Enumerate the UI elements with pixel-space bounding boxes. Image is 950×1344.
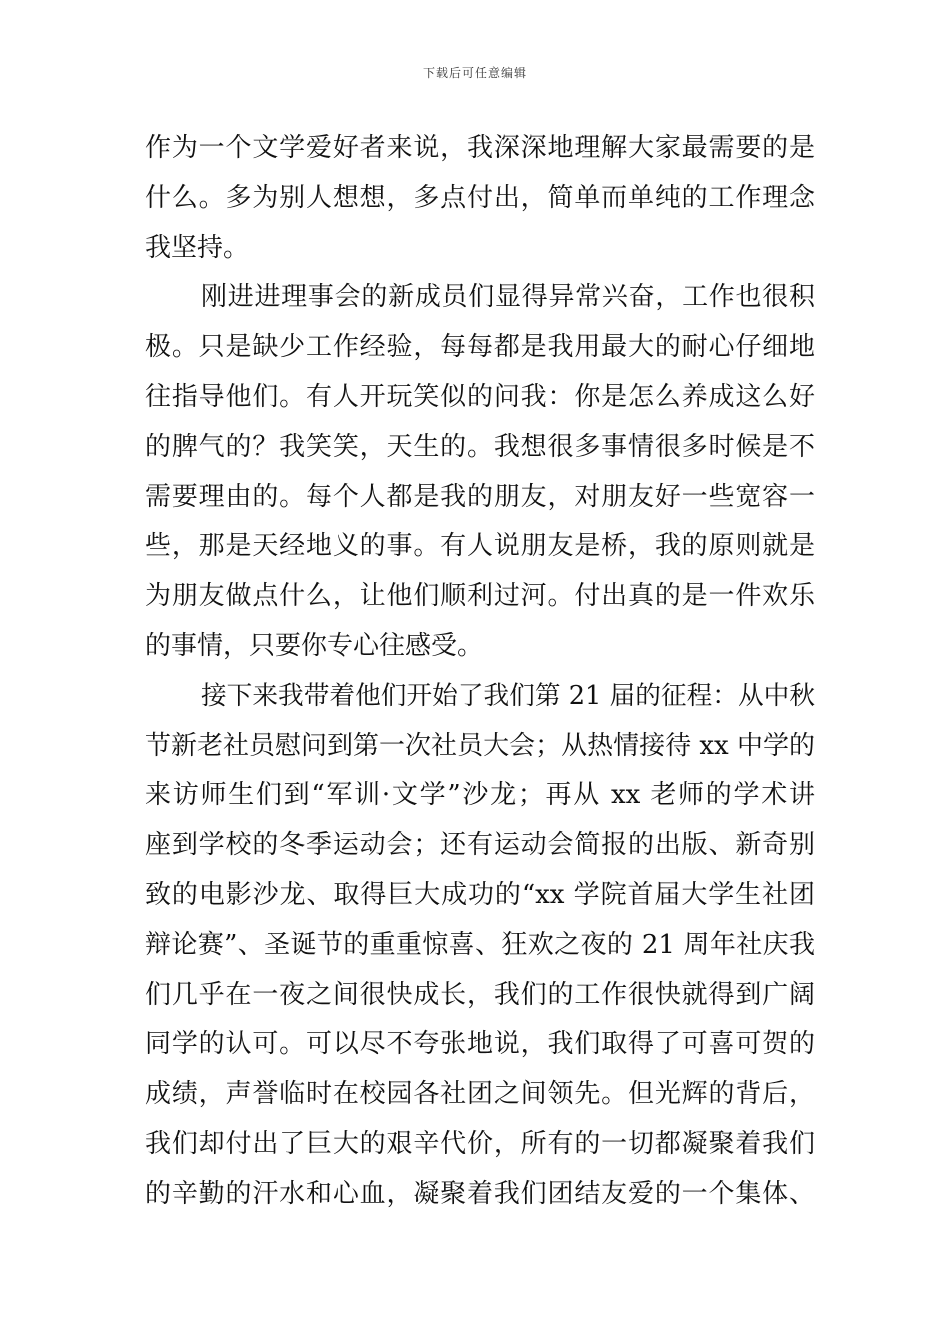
page-header: 下载后可任意编辑 (422, 66, 527, 80)
paragraph-2-line-4: 的脾气的？我笑笑，天生的。我想很多事情很多时候是不 (145, 431, 815, 462)
paragraph-2-line-2: 极。只是缺少工作经验，每每都是我用最大的耐心仔细地 (145, 332, 815, 363)
paragraph-3-line-2: 节新老社员慰问到第一次社员大会；从热情接待 xx 中学的 (145, 730, 815, 761)
paragraph-2-line-8: 的事情，只要你专心往感受。 (145, 630, 484, 661)
paragraph-1-line-1: 作为一个文学爱好者来说，我深深地理解大家最需要的是 (145, 133, 815, 163)
document-body (145, 124, 815, 1220)
paragraph-2-line-1: 刚进进理事会的新成员们显得异常兴奋，工作也很积 (201, 282, 815, 313)
paragraph-2-line-3: 往指导他们。有人开玩笑似的问我：你是怎么养成这么好 (145, 381, 815, 412)
paragraph-1-line-2: 什么。多为别人想想，多点付出，简单而单纯的工作理念 (145, 182, 815, 213)
paragraph-3-line-10: 我们却付出了巨大的艰辛代价，所有的一切都凝聚着我们 (145, 1128, 815, 1159)
paragraph-1-line-3: 我坚持。 (145, 232, 250, 263)
paragraph-3-line-3: 来访师生们到“军训·文学”沙龙；再从 xx 老师的学术讲 (145, 780, 815, 811)
paragraph-3-line-8: 同学的认可。可以尽不夸张地说，我们取得了可喜可贺的 (145, 1029, 815, 1060)
paragraph-3-line-5: 致的电影沙龙、取得巨大成功的“xx 学院首届大学生社团 (145, 879, 815, 910)
paragraph-3-line-11: 的辛勤的汗水和心血，凝聚着我们团结友爱的一个集体、 (145, 1178, 815, 1209)
paragraph-2-line-5: 需要理由的。每个人都是我的朋友，对朋友好一些宽容一 (145, 481, 815, 512)
paragraph-3-line-6: 辩论赛”、圣诞节的重重惊喜、狂欢之夜的 21 周年社庆我 (145, 929, 815, 960)
paragraph-2-line-7: 为朋友做点什么，让他们顺利过河。付出真的是一件欢乐 (145, 581, 815, 612)
paragraph-3-line-1: 接下来我带着他们开始了我们第 21 届的征程：从中秋 (201, 680, 815, 711)
paragraph-2-line-6: 些，那是天经地义的事。有人说朋友是桥，我的原则就是 (145, 531, 815, 562)
paragraph-3-line-9: 成绩，声誉临时在校园各社团之间领先。但光辉的背后， (145, 1079, 815, 1110)
paragraph-3-line-4: 座到学校的冬季运动会；还有运动会简报的出版、新奇别 (145, 830, 815, 861)
paragraph-3-line-7: 们几乎在一夜之间很快成长，我们的工作很快就得到广阔 (145, 979, 815, 1010)
